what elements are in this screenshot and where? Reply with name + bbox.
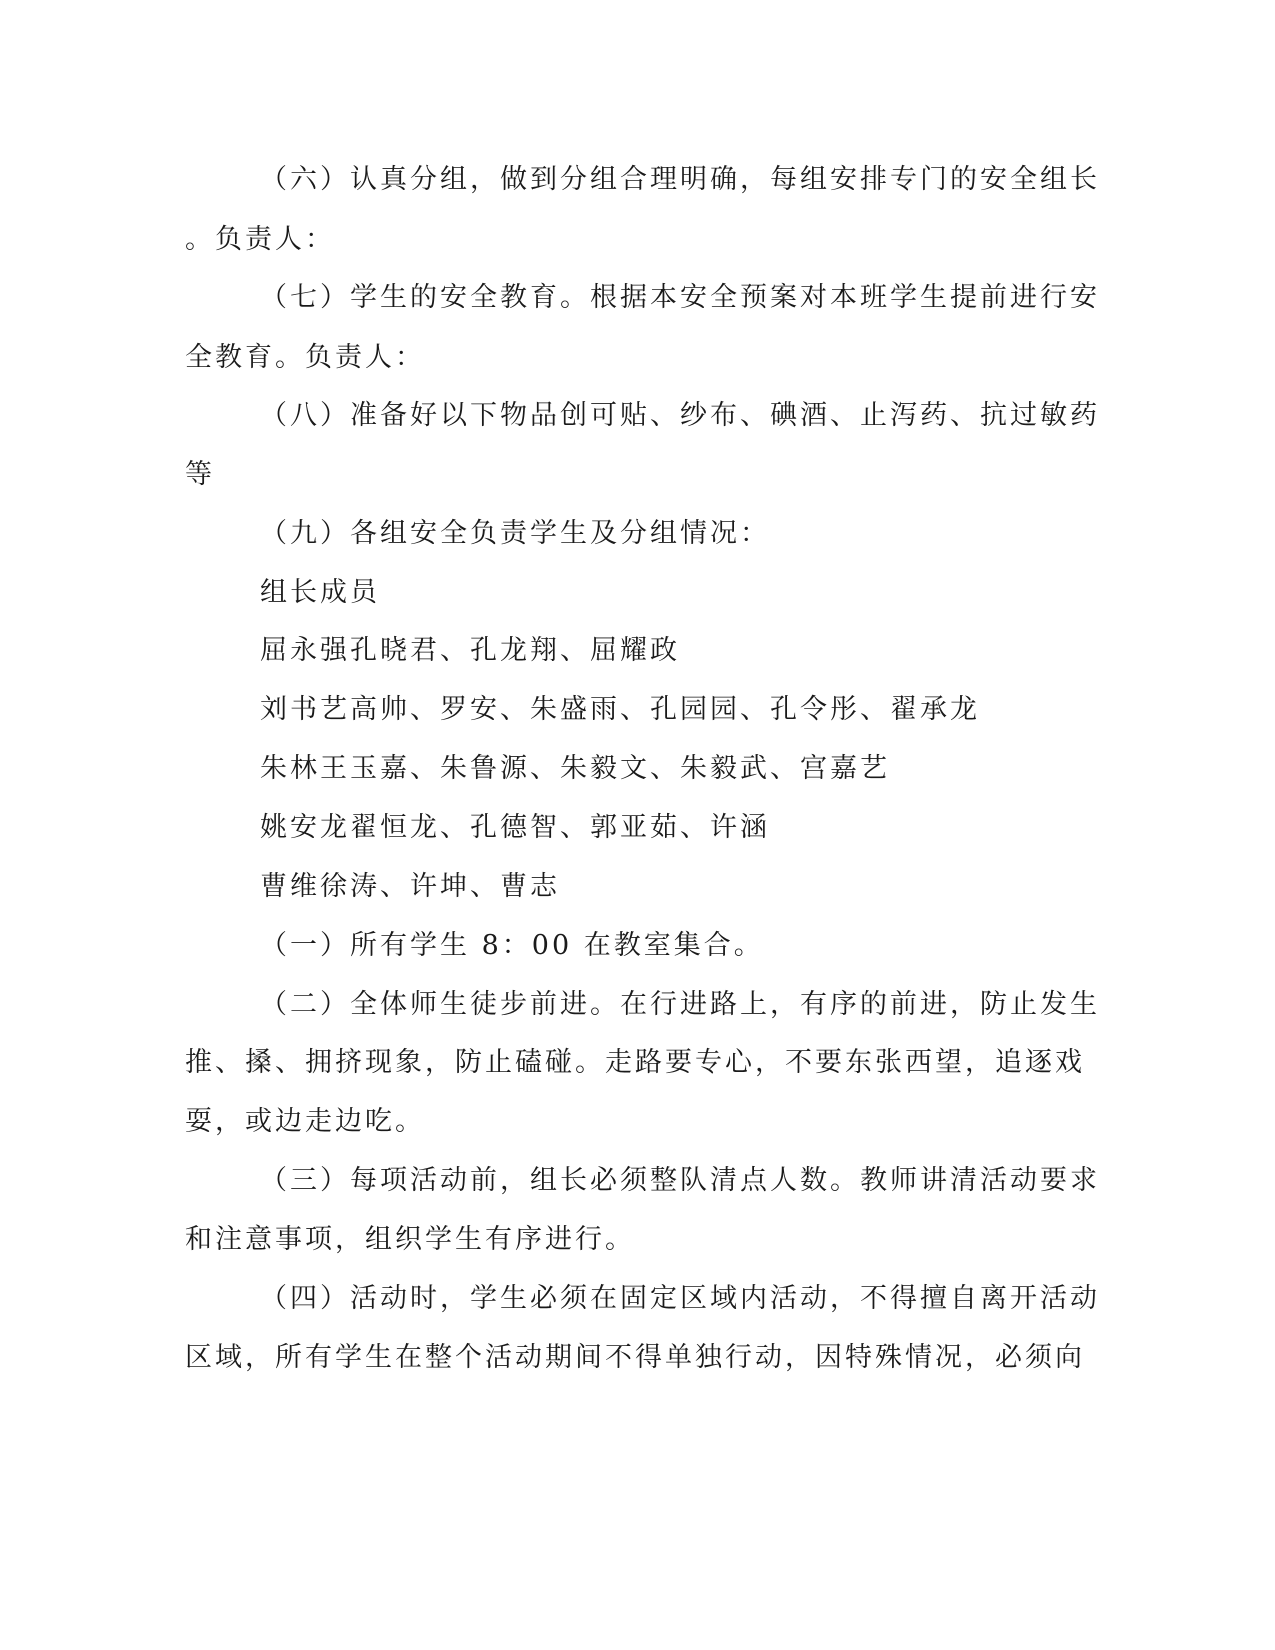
paragraph-line: （八）准备好以下物品创可贴、纱布、碘酒、止泻药、抗过敏药 (260, 400, 1100, 431)
paragraph-line: （六）认真分组，做到分组合理明确，每组安排专门的安全组长 (260, 164, 1100, 195)
group-row: 屈永强孔晓君、孔龙翔、屈耀政 (260, 635, 680, 666)
paragraph-line: 耍，或边走边吃。 (185, 1106, 425, 1137)
paragraph-line: （九）各组安全负责学生及分组情况： (260, 518, 770, 549)
paragraph-line: 全教育。负责人： (185, 342, 425, 373)
paragraph-line: 。负责人： (185, 224, 335, 255)
paragraph-line: 推、搡、拥挤现象，防止磕碰。走路要专心，不要东张西望，追逐戏 (185, 1047, 1085, 1078)
group-row: 朱林王玉嘉、朱鲁源、朱毅文、朱毅武、宫嘉艺 (260, 753, 890, 784)
paragraph-line: 等 (185, 459, 215, 490)
paragraph-line: 和注意事项，组织学生有序进行。 (185, 1224, 635, 1255)
paragraph-line: 区域，所有学生在整个活动期间不得单独行动，因特殊情况，必须向 (185, 1342, 1085, 1373)
group-row: 姚安龙翟恒龙、孔德智、郭亚茹、许涵 (260, 812, 770, 843)
paragraph-line: （二）全体师生徒步前进。在行进路上，有序的前进，防止发生 (260, 989, 1100, 1020)
paragraph-line: （四）活动时，学生必须在固定区域内活动，不得擅自离开活动 (260, 1283, 1100, 1314)
paragraph-line: （三）每项活动前，组长必须整队清点人数。教师讲清活动要求 (260, 1165, 1100, 1196)
group-row: 曹维徐涛、许坤、曹志 (260, 871, 560, 902)
paragraph-line: （一）所有学生 8：00 在教室集合。 (260, 930, 764, 961)
group-row: 刘书艺高帅、罗安、朱盛雨、孔园园、孔令彤、翟承龙 (260, 694, 980, 725)
group-table-header: 组长成员 (260, 577, 380, 608)
paragraph-line: （七）学生的安全教育。根据本安全预案对本班学生提前进行安 (260, 282, 1100, 313)
